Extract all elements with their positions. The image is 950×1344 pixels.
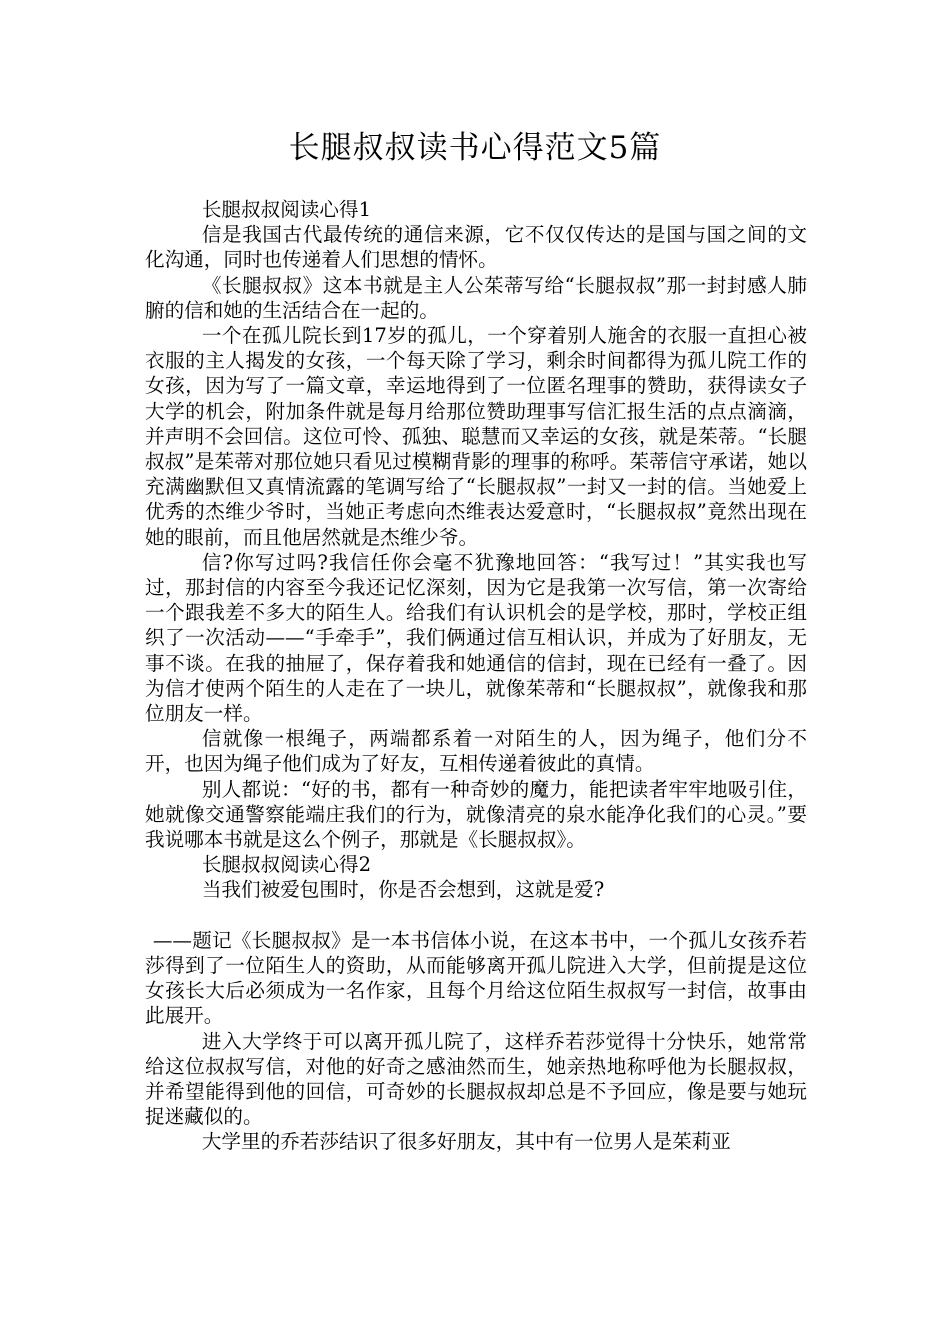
paragraph: 进入大学终于可以离开孤儿院了，这样乔若莎觉得十分快乐，她常常给这位叔叔写信，对他的好奇之感油然而生，她亲热地称呼他为长腿叔叔，并希望能得到他的回信，可奇妙的长腿叔叔却总是不予回应，像是要与她玩捉迷藏似的。: [145, 1029, 807, 1129]
paragraph: 《长腿叔叔》这本书就是主人公茱蒂写给“长腿叔叔”那一封封感人肺腑的信和她的生活结合在一起的。: [145, 273, 807, 322]
section-heading: 长腿叔叔阅读心得1: [201, 198, 372, 221]
paragraph: 信是我国古代最传统的通信来源，它不仅仅传达的是国与国之间的文化沟通，同时也传递着人们思想的情怀。: [145, 223, 807, 272]
paragraph: 当我们被爱包围时，你是否会想到，这就是爱?: [201, 878, 605, 902]
section-heading: 长腿叔叔阅读心得2: [201, 853, 372, 877]
paragraph: 一个在孤儿院长到17岁的孤儿，一个穿着别人施舍的衣服一直担心被衣服的主人揭发的女孩，一个每天除了学习，剩余时间都得为孤儿院工作的女孩，因为写了一篇文章，幸运地得到了一位匿名理事的赞助，获得读女子大学的机会，附加条件就是每月给那位赞助理事写信汇报生活的点点滴滴，并声明不会回信。这位可怜、孤独、聪慧而又幸运的女孩，就是茱蒂。“长腿叔叔”是茱蒂对那位她只看见过模糊背影的理事的称呼。茱蒂信守承诺，她以充满幽默但又真情流露的笔调写给了“长腿叔叔”一封又一封的信。当她爱上优秀的杰维少爷时，当她正考虑向杰维表达爱意时，“长腿叔叔”竟然出现在她的眼前，而且他居然就是杰维少爷。: [145, 324, 807, 549]
paragraph: 信就像一根绳子，两端都系着一对陌生的人，因为绳子，他们分不开，也因为绳子他们成为了好友，互相传递着彼此的真情。: [145, 727, 807, 776]
paragraph: 别人都说：“好的书，都有一种奇妙的魔力，能把读者牢牢地吸引住，她就像交通警察能端庄我们的行为，就像清亮的泉水能净化我们的心灵。”要我说哪本书就是这么个例子，那就是《长腿叔叔》。: [145, 777, 807, 852]
paragraph: 大学里的乔若莎结识了很多好朋友，其中有一位男人是茱莉亚: [201, 1130, 731, 1154]
document-title: 长腿叔叔读书心得范文5篇: [288, 130, 662, 166]
document-body: [145, 197, 807, 1155]
paragraph: ——题记《长腿叔叔》是一本书信体小说，在这本书中，一个孤儿女孩乔若莎得到了一位陌生人的资助，从而能够离开孤儿院进入大学，但前提是这位女孩长大后必须成为一名作家，且每个月给这位陌生叔叔写一封信，故事由此展开。: [145, 928, 807, 1028]
paragraph: 信?你写过吗?我信任你会毫不犹豫地回答：“我写过！”其实我也写过，那封信的内容至今我还记忆深刻，因为它是我第一次写信，第一次寄给一个跟我差不多大的陌生人。给我们有认识机会的是学校，那时，学校正组织了一次活动——“手牵手”，我们俩通过信互相认识，并成为了好朋友，无事不谈。在我的抽屉了，保存着我和她通信的信封，现在已经有一叠了。因为信才使两个陌生的人走在了一块儿，就像茱蒂和“长腿叔叔”，就像我和那位朋友一样。: [145, 550, 807, 726]
